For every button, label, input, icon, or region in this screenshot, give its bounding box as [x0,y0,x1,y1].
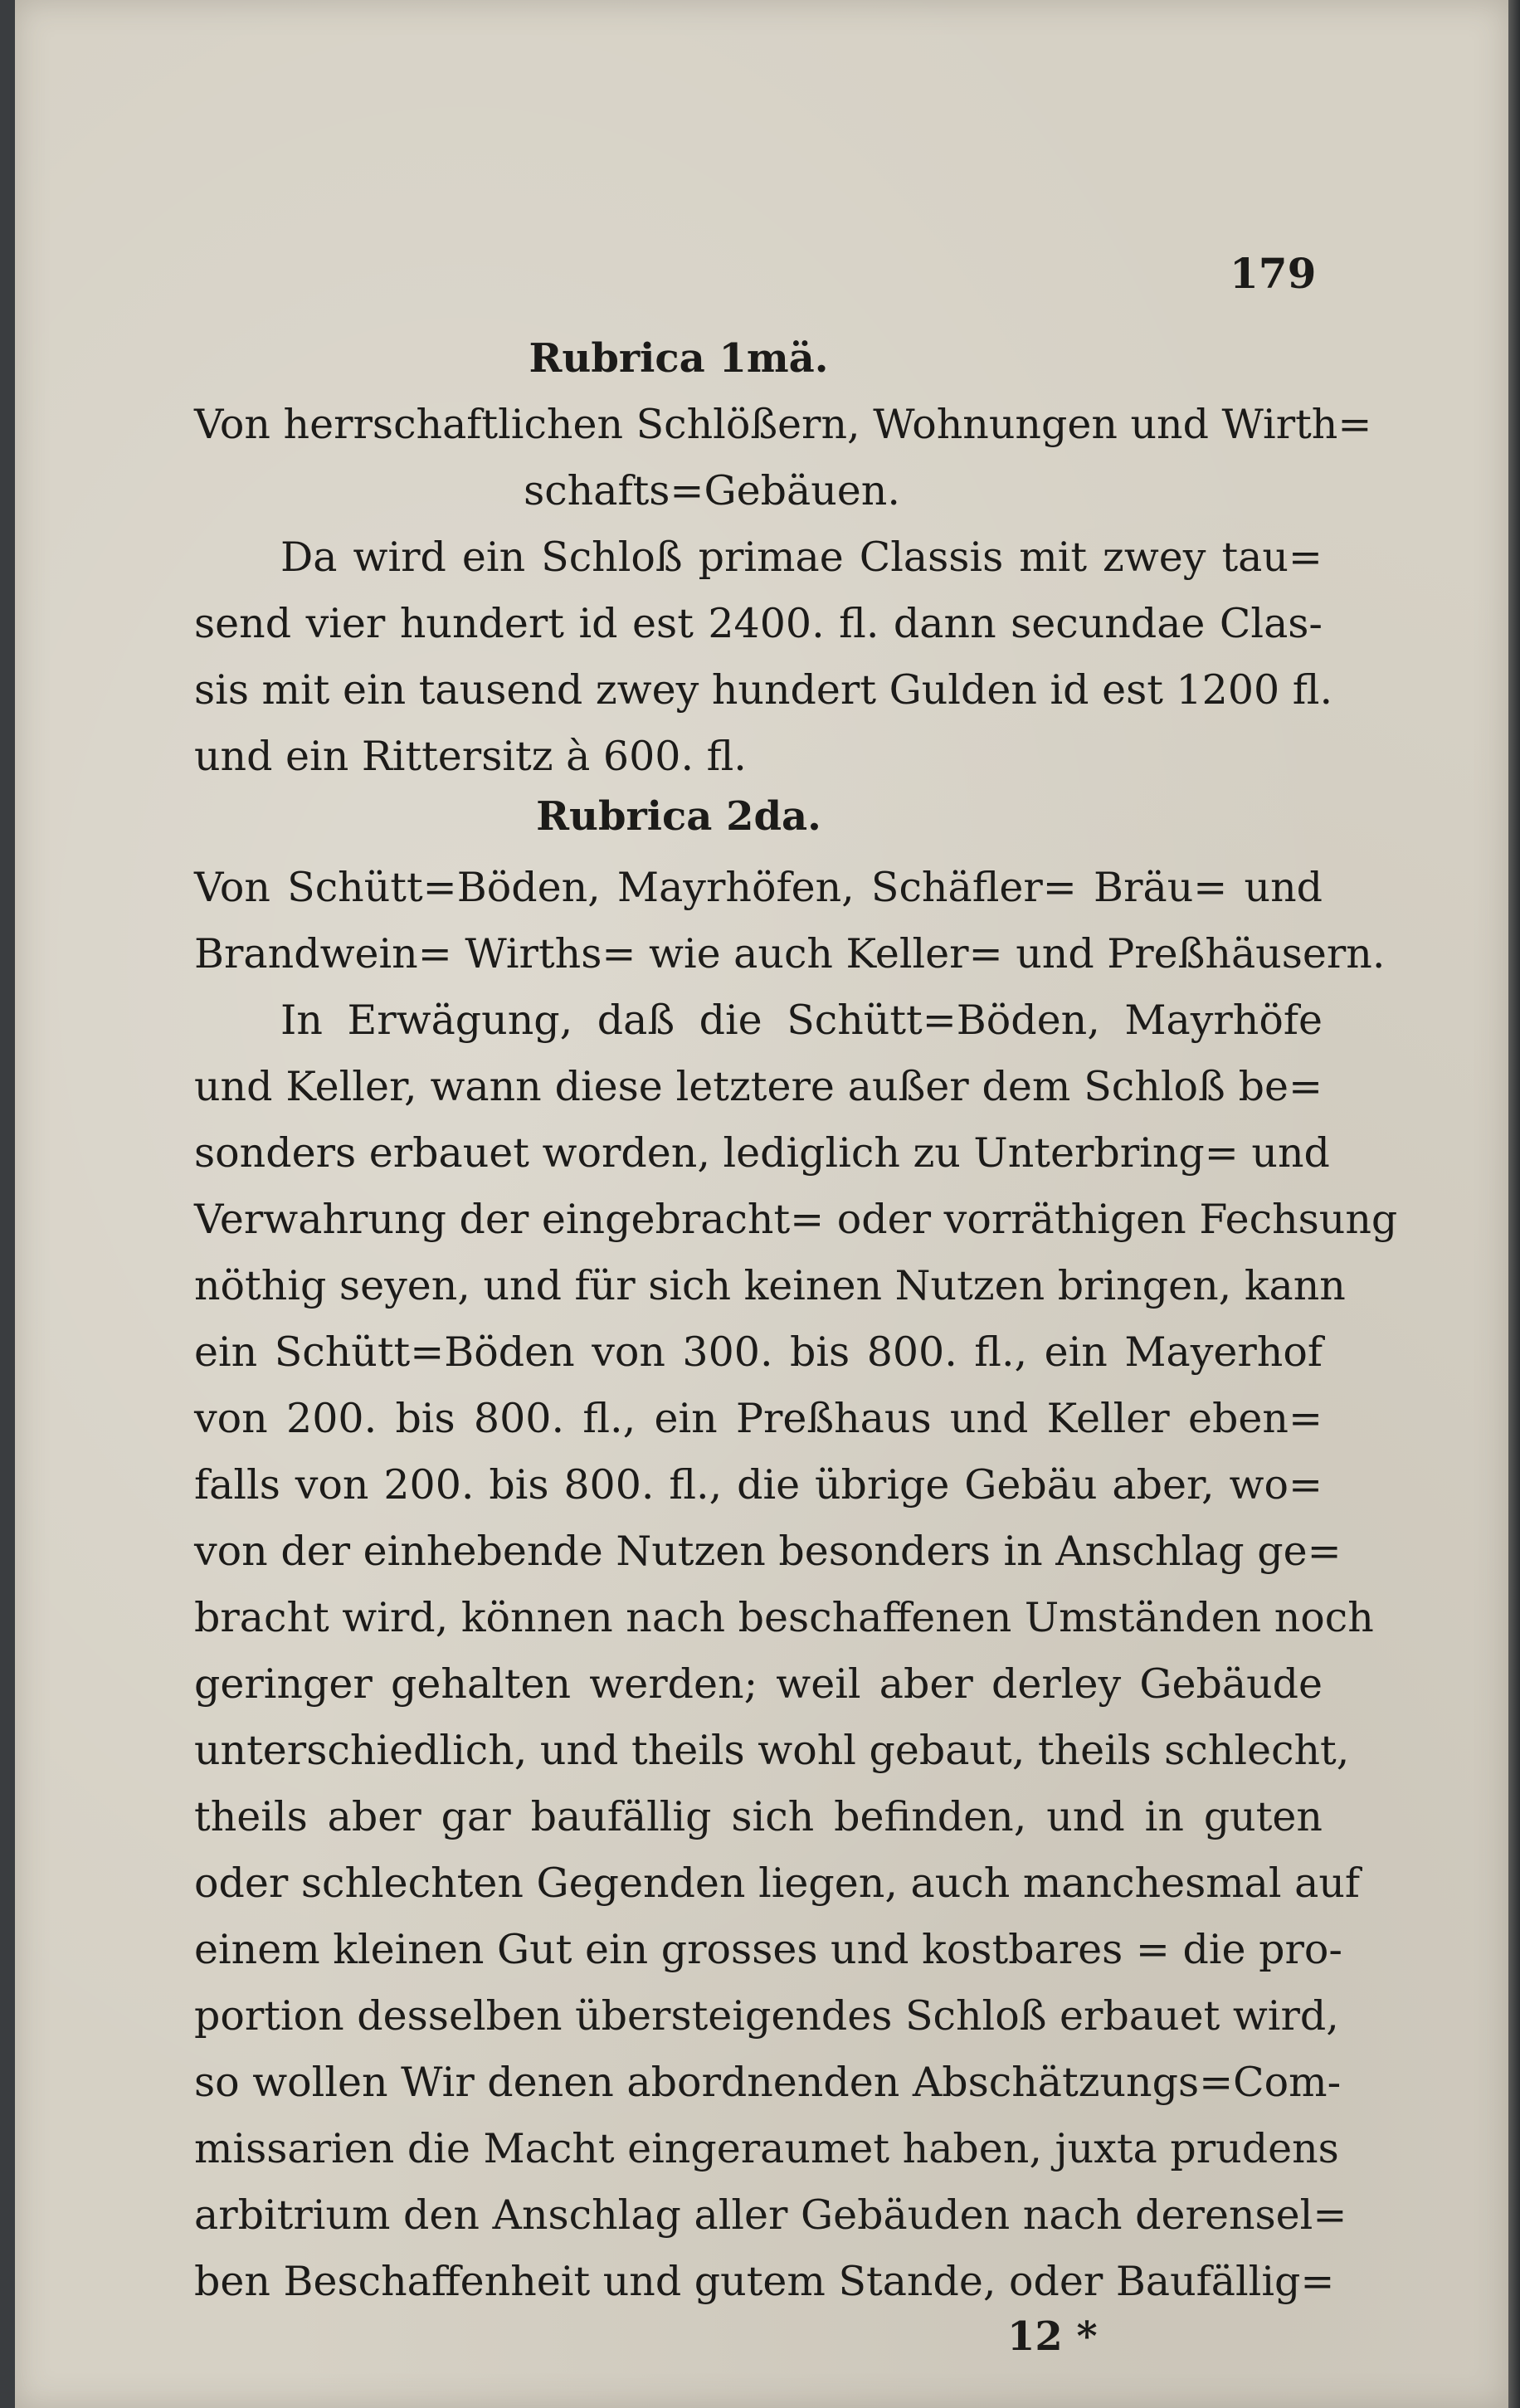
text-line: von der einhebende Nutzen besonders in Anschlag ge= [194,1528,1342,1575]
text-line: einem kleinen Gut ein grosses und kostbares = die pro- [194,1926,1342,1973]
text-line: nöthig seyen, und für sich keinen Nutzen bringen, kann [194,1262,1346,1309]
text-line: send vier hundert id est 2400. fl. dann secundae Clas- [194,600,1323,647]
text-line: von 200. bis 800. fl., ein Preßhaus und Keller eben= [194,1395,1323,1442]
text-line: unterschiedlich, und theils wohl gebaut, theils schlecht, [194,1727,1350,1774]
text-line: so wollen Wir denen abordnenden Abschätzungs=Com- [194,2059,1342,2106]
text-line: In Erwägung, daß die Schütt=Böden, Mayrhöfe [280,997,1323,1044]
text-line: sonders erbauet worden, lediglich zu Unterbring= und [194,1129,1330,1177]
text-line: falls von 200. bis 800. fl., die übrige Gebäu aber, wo= [194,1461,1323,1509]
text-line: Von herrschaftlichen Schlößern, Wohnungen und Wirth= [194,401,1372,448]
signature-mark: 12 * [1007,2313,1098,2360]
text-line: sis mit ein tausend zwey hundert Gulden id est 1200 fl. [194,666,1333,714]
text-line: missarien die Macht eingeraumet haben, juxta prudens [194,2125,1339,2172]
section-heading-rubrica-1: Rubrica 1mä. [529,335,829,382]
text-line: Von Schütt=Böden, Mayrhöfen, Schäfler= Bräu= und [194,864,1323,911]
text-line: Verwahrung der eingebracht= oder vorräthigen Fechsung [194,1196,1398,1243]
section-heading-rubrica-2: Rubrica 2da. [536,793,821,840]
text-line: portion desselben übersteigendes Schloß erbauet wird, [194,1992,1339,2040]
text-line: Da wird ein Schloß primae Classis mit zwey tau= [280,534,1323,581]
text-line: Brandwein= Wirths= wie auch Keller= und Preßhäusern. [194,930,1386,977]
text-line: geringer gehalten werden; weil aber derley Gebäude [194,1660,1323,1708]
text-line: arbitrium den Anschlag aller Gebäuden nach derensel= [194,2191,1347,2239]
page-edge-shadow [1508,0,1520,2408]
text-line: ein Schütt=Böden von 300. bis 800. fl., ein Mayerhof [194,1328,1323,1376]
text-line: und ein Rittersitz à 600. fl. [194,733,747,780]
text-line: oder schlechten Gegenden liegen, auch manchesmal auf [194,1860,1361,1907]
page-number: 179 [1230,249,1317,298]
text-line: ben Beschaffenheit und gutem Stande, oder Baufällig= [194,2258,1335,2305]
book-page [15,0,1508,2408]
text-line: und Keller, wann diese letztere außer dem Schloß be= [194,1063,1323,1110]
text-line: theils aber gar baufällig sich befinden, und in guten [194,1793,1323,1840]
text-line: schafts=Gebäuen. [524,467,900,514]
text-line: bracht wird, können nach beschaffenen Umständen noch [194,1594,1374,1641]
